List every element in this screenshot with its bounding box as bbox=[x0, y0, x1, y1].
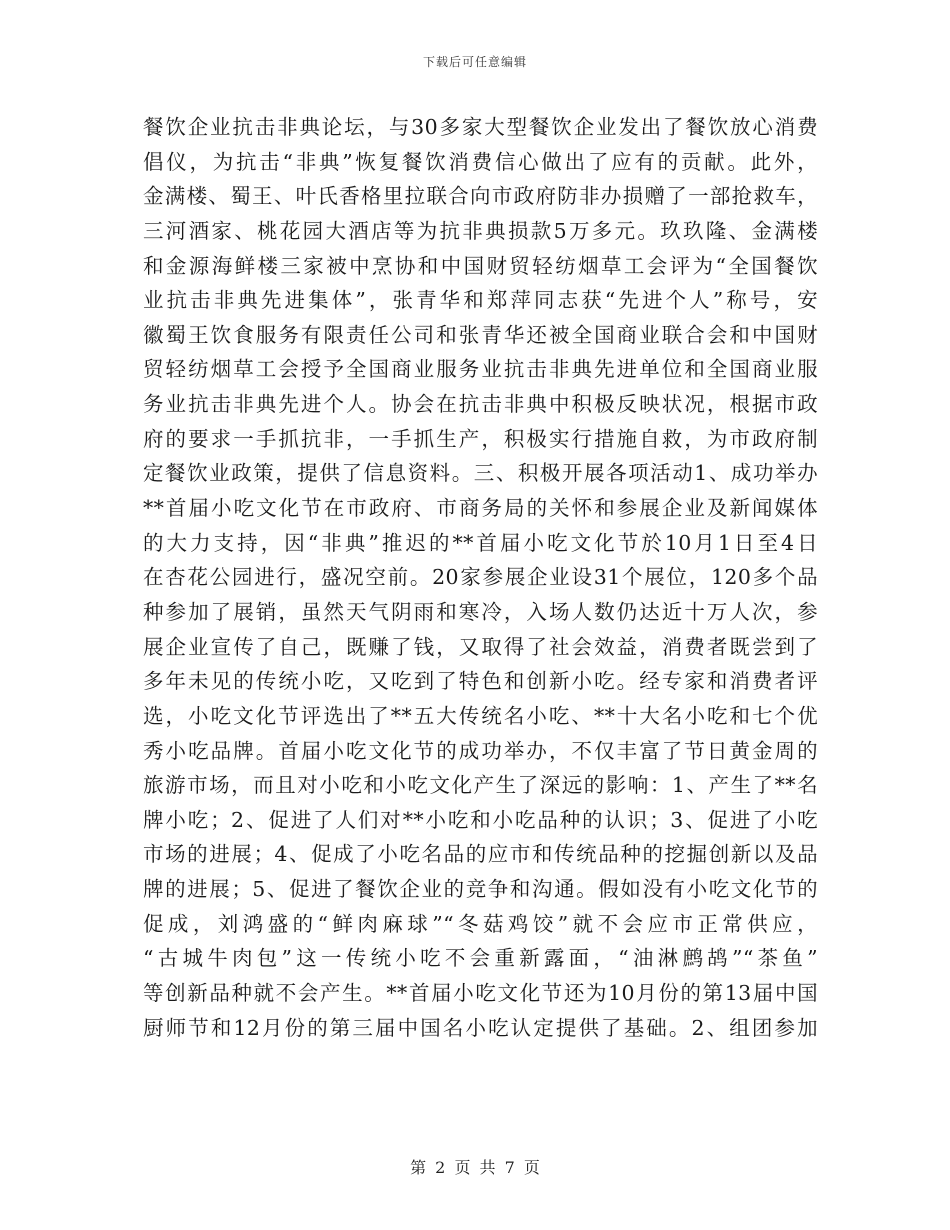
text-line: 业抗击非典先进集体”，张青华和郑萍同志获“先进个人”称号，安 bbox=[143, 288, 818, 313]
text-line: 的大力支持，因“非典”推迟的**首届小吃文化节於10月1日至4日 bbox=[143, 530, 818, 555]
text-line: 旅游市场，而且对小吃和小吃文化产生了深远的影响：1、产生了**名 bbox=[143, 773, 818, 798]
text-line: 务业抗击非典先进个人。协会在抗击非典中积极反映状况，根据市政 bbox=[143, 392, 818, 417]
text-line: 府的要求一手抓抗非，一手抓生产，积极实行措施自救，为市政府制 bbox=[143, 426, 818, 451]
text-line: 在杏花公园进行，盛况空前。20家参展企业设31个展位，120多个品 bbox=[143, 565, 818, 590]
text-line: 牌的进展；5、促进了餐饮企业的竞争和沟通。假如没有小吃文化节的 bbox=[143, 877, 818, 902]
text-line: 三河酒家、桃花园大酒店等为抗非典损款5万多元。玖玖隆、金满楼 bbox=[143, 218, 818, 243]
text-line: 市场的进展；4、促成了小吃名品的应市和传统品种的挖掘创新以及品 bbox=[143, 842, 818, 867]
text-line: 秀小吃品牌。首届小吃文化节的成功举办，不仅丰富了节日黄金周的 bbox=[143, 738, 818, 763]
text-line: “古城牛肉包”这一传统小吃不会重新露面，“油淋鹧鸪”“茶鱼” bbox=[143, 946, 818, 971]
text-line: 徽蜀王饮食服务有限责任公司和张青华还被全国商业联合会和中国财 bbox=[143, 322, 818, 347]
text-line: 牌小吃；2、促进了人们对**小吃和小吃品种的认识；3、促进了小吃 bbox=[143, 807, 818, 832]
text-line: 定餐饮业政策，提供了信息资料。三、积极开展各项活动1、成功举办 bbox=[143, 461, 818, 486]
text-line: 餐饮企业抗击非典论坛，与30多家大型餐饮企业发出了餐饮放心消费 bbox=[143, 115, 818, 139]
text-line: 等创新品种就不会产生。**首届小吃文化节还为10月份的第13届中国 bbox=[143, 981, 818, 1006]
page-number: 第 2 页 共 7 页 bbox=[410, 1158, 540, 1177]
text-line: 倡仪，为抗击“非典”恢复餐饮消费信心做出了应有的贡献。此外， bbox=[143, 149, 818, 174]
text-line: 选，小吃文化节评选出了**五大传统名小吃、**十大名小吃和七个优 bbox=[143, 703, 818, 728]
text-line: 厨师节和12月份的第三届中国名小吃认定提供了基础。2、组团参加 bbox=[143, 1015, 818, 1040]
text-line: 促成，刘鸿盛的“鲜肉麻球”“冬菇鸡饺”就不会应市正常供应， bbox=[143, 911, 818, 936]
document-body bbox=[143, 110, 818, 1045]
text-line: 金满楼、蜀王、叶氏香格里拉联合向市政府防非办损赠了一部抢救车， bbox=[143, 184, 818, 209]
text-line: 多年未见的传统小吃，又吃到了特色和创新小吃。经专家和消费者评 bbox=[143, 669, 818, 694]
text-line: 展企业宣传了自己，既赚了钱，又取得了社会效益，消费者既尝到了 bbox=[143, 634, 818, 659]
page-header-note: 下载后可任意编辑 bbox=[422, 55, 527, 69]
text-line: **首届小吃文化节在市政府、市商务局的关怀和参展企业及新闻媒体 bbox=[143, 496, 818, 521]
text-line: 种参加了展销，虽然天气阴雨和寒冷，入场人数仍达近十万人次，参 bbox=[143, 599, 818, 624]
text-line: 贸轻纺烟草工会授予全国商业服务业抗击非典先进单位和全国商业服 bbox=[143, 357, 818, 382]
text-line: 和金源海鲜楼三家被中烹协和中国财贸轻纺烟草工会评为“全国餐饮 bbox=[143, 253, 818, 278]
